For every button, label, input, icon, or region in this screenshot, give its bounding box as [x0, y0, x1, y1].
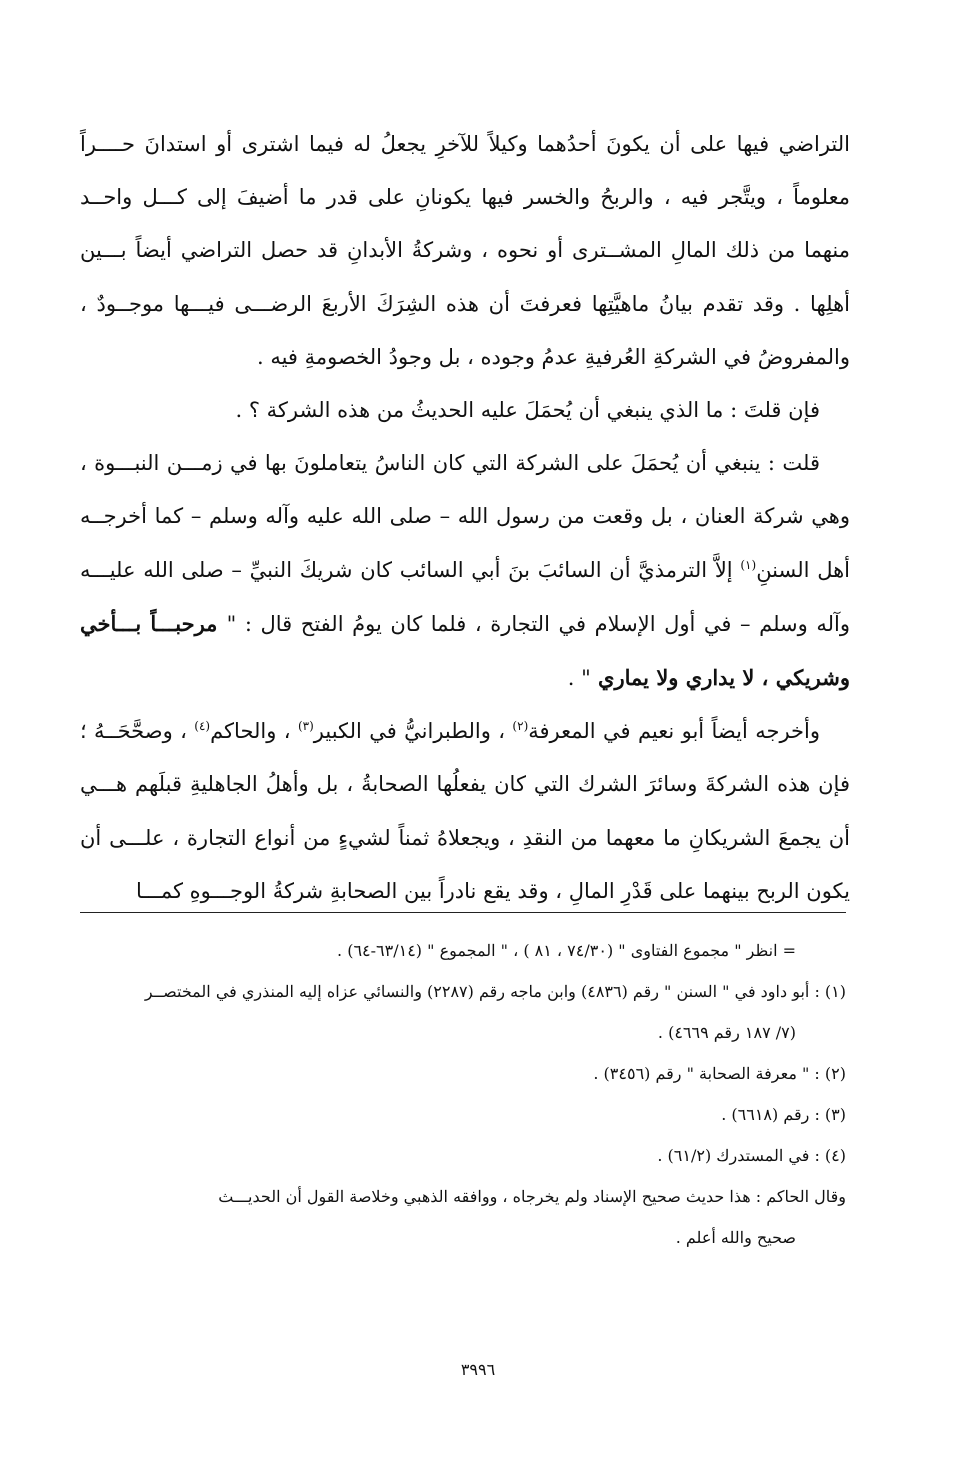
also-text-2: ، والطبرانيُّ في الكبير	[313, 719, 513, 744]
paragraph-partnership-conditions: التراضي فيها على أن يكونَ أحدُهما وكيلاً للآخرِ يجعلُ له فيما اشترى أو استدانَ حــــراً معلوماً ، ويتَّجر فيه ، والربحُ والخسر فيها يكونانِ على قدر ما أضيفَ إلى كـــل واحــد منهما من ذلك المالِ المشــترى أو نحوه ، وشركةُ الأبدانِ قد حصل التراضي أيضاً بـــين أهلِها . وقد تقدم بيانُ ماهيَّتِها فعرفتَ أن هذه الشِرَكَ الأربعَ الرضـــى فيـــها موجــودٌ ، والمفروضُ في الشركةِ العُرفيةِ عدمُ وجوده ، بل وجودُ الخصومةِ فيه .	[80, 132, 850, 369]
also-text-1: وأخرجه أيضاً أبو نعيم في المعرفة	[528, 719, 820, 744]
paragraph-answer	[80, 437, 850, 705]
footnote-carry-over: = انظر " مجموع الفتاوى " (٧٤/٣٠ ، ٨١ ) ، " المجموع " (٦٣/١٤-٦٤) .	[337, 941, 796, 960]
footnote-ref-1[interactable]: (١)	[740, 557, 757, 572]
page-number: ٣٩٩٦	[460, 1360, 496, 1379]
also-text-3: ، والحاكم	[210, 719, 298, 744]
also-text-4: ، وصحَّحَــهُ ؛ فإن هذه الشركةَ وسائرَ الشرك التي كان يفعلُها الصحابةُ ، بل وأهلُ الجاهليةِ قبلَهم هـــي أن يجمعَ الشريكانِ ما معهما من النقدِ ، ويجعلاهُ ثمناً لشيءٍ من أنواع التجارة ، علـــى أن يكون الربح بينهما على قَدْرِ المالِ ، وقد يقع نادراً بين الصحابةِ شركةُ الوجـــوهِ كمـــا	[80, 719, 850, 903]
paragraph-also-narrated	[80, 705, 850, 918]
answer-text-2: إلاَّ الترمذيَّ أن السائبَ بنَ أبي السائب كان شريكَ النبيِّ – صلى الله عليـــه وآله وسلم – في أول الإسلام في التجارة ، فلما كان يومُ الفتح قال : "	[80, 557, 850, 636]
footnote-1-line-2: (٧/ ١٨٧ رقم ٤٦٦٩) .	[657, 1023, 796, 1042]
footnote-4-note-line-1: وقال الحاكم : هذا حديث صحيح الإسناد ولم يخرجاه ، ووافقه الذهبي وخلاصة القول أن الحديـــث	[218, 1187, 846, 1206]
footnote-4-note-line-2: صحيح والله أعلم .	[675, 1228, 796, 1247]
footnote-ref-4[interactable]: (٤)	[194, 719, 211, 734]
footnote-divider	[80, 912, 846, 913]
footnote-ref-3[interactable]: (٣)	[297, 719, 314, 734]
footnote-2: (٢) : " معرفة الصحابة " رقم (٣٤٥٦) .	[593, 1064, 846, 1083]
paragraph-question: فإن قلتَ : ما الذي ينبغي أن يُحمَلَ عليه الحديثُ من هذه الشركة ؟ .	[235, 398, 820, 423]
footnote-ref-2[interactable]: (٢)	[512, 719, 529, 734]
answer-text-1: قلت : ينبغي أن يُحمَلَ على الشركة التي كان الناسُ يتعاملونَ بها في زمـــن النبـــوة ، وهي شركة العنان ، بل وقعت من رسول الله – صلى الله عليه وآله وسلم – كما أخرجــه أهل السننِ	[80, 451, 851, 582]
footnote-4: (٤) : في المستدرك (٦١/٢) .	[657, 1146, 846, 1165]
hadith-quote: مرحبـــاً بـــأخي وشريكي ، لا يداري ولا يماري	[80, 610, 850, 691]
footnotes-section	[80, 930, 846, 1258]
footnote-1-line-1: (١) : أبو داود في " السنن " رقم (٤٨٣٦) وابن ماجه رقم (٢٢٨٧) والنسائي عزاه إليه المنذري في المختصــر	[144, 982, 846, 1001]
footnote-3: (٣) : رقم (٦٦١٨) .	[721, 1105, 846, 1124]
main-body-text	[80, 118, 850, 918]
answer-text-end: " .	[567, 666, 591, 691]
